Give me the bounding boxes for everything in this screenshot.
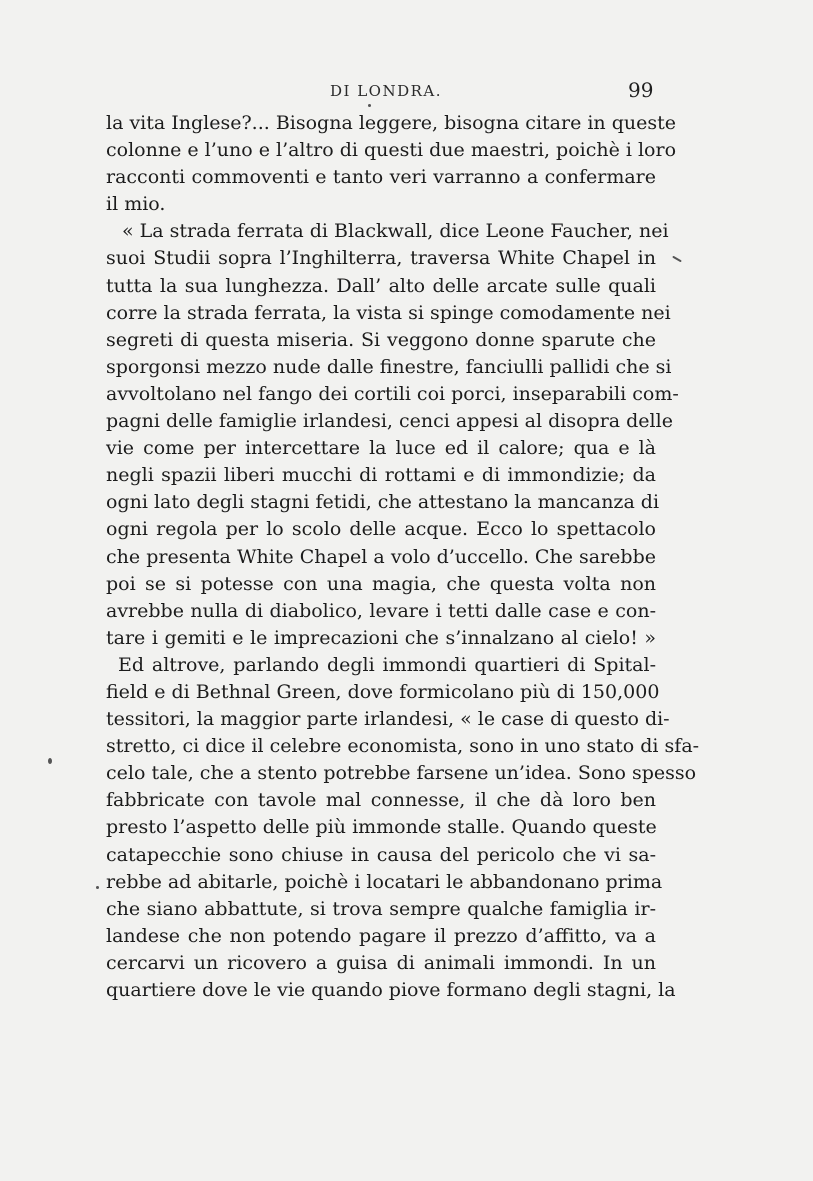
text-line: tessitori, la maggior parte irlandesi, « le case di questo di- (106, 708, 670, 731)
text-line: segreti di questa miseria. Si veggono donne sparute che (106, 328, 656, 351)
text-line: avrebbe nulla di diabolico, levare i tetti dalle case e con- (106, 599, 656, 622)
text-line: quartiere dove le vie quando piove formano degli stagni, la (106, 979, 676, 1001)
text-line: tutta la sua lunghezza. Dall’ alto delle arcate sulle quali (106, 274, 656, 297)
scan-speck (672, 256, 682, 263)
text-line: Ed altrove, parlando degli immondi quartieri di Spital- (118, 653, 656, 676)
text-line: ogni lato degli stagni fetidi, che attestano la mancanza di (106, 491, 660, 514)
text-line: cercarvi un ricovero a guisa di animali immondi. In un (106, 951, 656, 974)
text-line: il mio. (106, 193, 166, 216)
scan-speck (368, 104, 371, 107)
running-title: DI LONDRA. (330, 82, 443, 100)
text-line: field e di Bethnal Green, dove formicolano più di 150,000 (106, 680, 660, 703)
text-line: suoi Studii sopra l’Inghilterra, traversa White Chapel in (106, 247, 656, 270)
text-line: presto l’aspetto delle più immonde stalle. Quando queste (106, 816, 657, 839)
text-line: rebbe ad abitarle, poichè i locatari le abbandonano prima (106, 870, 663, 893)
text-line: che siano abbattute, si trova sempre qualche famiglia ir- (106, 897, 656, 920)
text-line: celo tale, che a stento potrebbe farsene un’idea. Sono spesso (106, 762, 697, 785)
text-line: negli spazii liberi mucchi di rottami e di immondizie; da (106, 464, 656, 487)
text-line: avvoltolano nel fango dei cortili coi porci, inseparabili com- (106, 382, 679, 405)
text-line: stretto, ci dice il celebre economista, sono in uno stato di sfa- (106, 735, 700, 758)
text-line: landese che non potendo pagare il prezzo d’affitto, va a (106, 924, 656, 947)
text-line: poi se si potesse con una magia, che questa volta non (106, 572, 656, 595)
text-line: racconti commoventi e tanto veri varranno a confermare (106, 166, 656, 189)
text-line: ogni regola per lo scolo delle acque. Ecco lo spettacolo (106, 518, 656, 541)
body-text (106, 110, 700, 1004)
page-number: 99 (628, 78, 654, 102)
text-line: pagni delle famiglie irlandesi, cenci appesi al disopra delle (106, 410, 673, 433)
text-line: corre la strada ferrata, la vista si spinge comodamente nei (106, 301, 671, 324)
text-line: catapecchie sono chiuse in causa del pericolo che vi sa- (106, 843, 656, 866)
text-line: tare i gemiti e le imprecazioni che s’innalzano al cielo! » (106, 626, 656, 649)
text-line: che presenta White Chapel a volo d’uccello. Che sarebbe (106, 545, 656, 568)
text-line: sporgonsi mezzo nude dalle finestre, fanciulli pallidi che si (106, 355, 672, 378)
scan-speck (48, 758, 52, 764)
text-line: fabbricate con tavole mal connesse, il che dà loro ben (106, 789, 656, 812)
text-line: vie come per intercettare la luce ed il calore; qua e là (106, 437, 656, 460)
text-line: « La strada ferrata di Blackwall, dice Leone Faucher, nei (122, 220, 669, 243)
scan-speck (96, 886, 99, 889)
page-header (0, 78, 813, 108)
text-line: colonne e l’uno e l’altro di questi due maestri, poichè i loro (106, 139, 677, 162)
text-line: la vita Inglese?... Bisogna leggere, bisogna citare in queste (106, 112, 676, 134)
